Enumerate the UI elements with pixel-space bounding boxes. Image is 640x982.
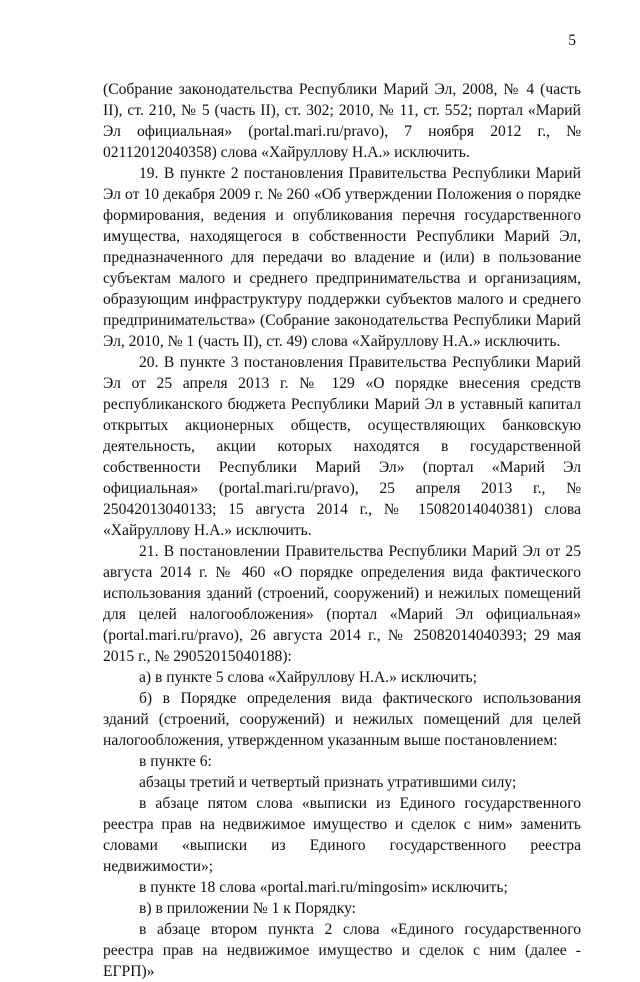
- paragraph-point-2: в абзаце втором пункта 2 слова «Единого государственного реестра прав на недвижимое имущество и сделок с ним (далее - ЕГРП)»: [103, 921, 581, 980]
- paragraph-point-18: в пункте 18 слова «portal.mari.ru/mingosim» исключить;: [139, 879, 508, 896]
- paragraph-item-21: 21. В постановлении Правительства Республики Марий Эл от 25 августа 2014 г. № 460 «О порядке определения вида фактического использования зданий (строений, сооружений) и нежилых помещений для целей налогообложения» (портал «Марий Эл официальная» (portal.mari.ru/pravo), 26 августа 2014 г., № 25082014040393; 29 мая 2015 г., № 29052015040188):: [103, 543, 581, 665]
- paragraph-item-19: 19. В пункте 2 постановления Правительства Республики Марий Эл от 10 декабря 2009 г. № 260 «Об утверждении Положения о порядке формирования, ведения и опубликования перечня государственного имущества, находящегося в собственности Республики Марий Эл, предназначенного для передачи во владение и (или) в пользование субъектам малого и среднего предпринимательства и организациям, образующим инфраструктуру поддержки субъектов малого и среднего предпринимательства» (Собрание законодательства Республики Марий Эл, 2010, № 1 (часть II), ст. 49) слова «Хайруллову Н.А.» исключить.: [103, 165, 581, 350]
- page-number: 5: [568, 32, 576, 49]
- paragraph-subitem-b: б) в Порядке определения вида фактического использования зданий (строений, сооружений) и нежилых помещений для целей налогообложения, утвержденном указанным выше постановлением:: [103, 690, 581, 749]
- paragraph-abzac-3-4: абзацы третий и четвертый признать утратившими силу;: [139, 774, 517, 791]
- paragraph-point-6: в пункте 6:: [139, 753, 212, 770]
- document-body: [103, 79, 581, 982]
- paragraph-abzac-5: в абзаце пятом слова «выписки из Единого государственного реестра прав на недвижимое имущество и сделок с ним» заменить словами «выписки из Единого государственного реестра недвижимости»;: [103, 795, 581, 875]
- paragraph-subitem-v: в) в приложении № 1 к Порядку:: [139, 900, 357, 917]
- paragraph-continuation: (Собрание законодательства Республики Марий Эл, 2008, № 4 (часть II), ст. 210, № 5 (часть II), ст. 302; 2010, № 11, ст. 552; портал «Марий Эл официальная» (portal.mari.ru/pravo), 7 ноября 2012 г., № 02112012040358) слова «Хайруллову Н.А.» исключить.: [103, 81, 581, 161]
- paragraph-subitem-a: а) в пункте 5 слова «Хайруллову Н.А.» исключить;: [139, 669, 477, 686]
- paragraph-item-20: 20. В пункте 3 постановления Правительства Республики Марий Эл от 25 апреля 2013 г. № 129 «О порядке внесения средств республиканского бюджета Республики Марий Эл в уставный капитал открытых акционерных обществ, осуществляющих банковскую деятельность, акции которых находятся в государственной собственности Республики Марий Эл» (портал «Марий Эл официальная» (portal.mari.ru/pravo), 25 апреля 2013 г., № 25042013040133; 15 августа 2014 г., № 15082014040381) слова «Хайруллову Н.А.» исключить.: [103, 354, 581, 539]
